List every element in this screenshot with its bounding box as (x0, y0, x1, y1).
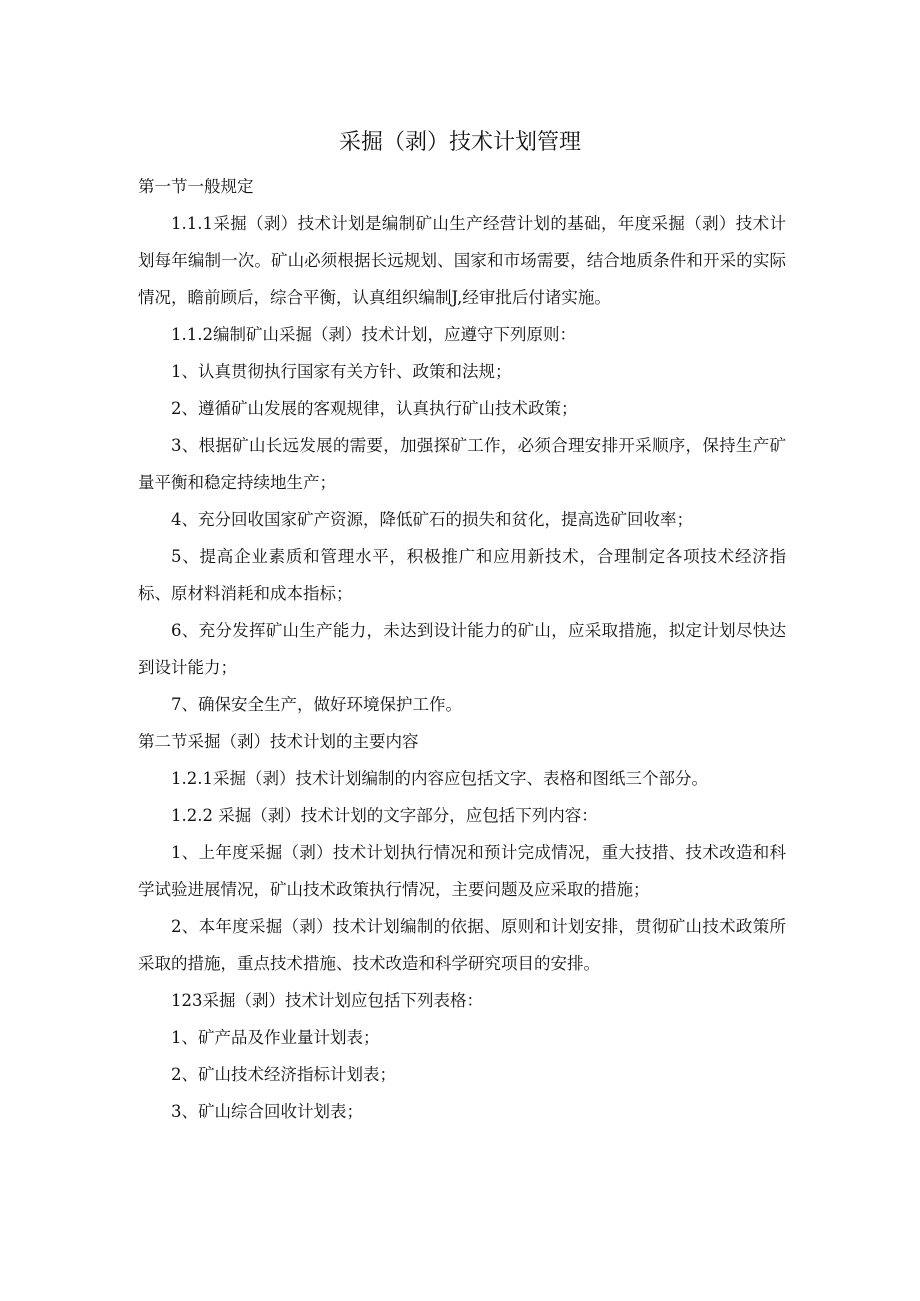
table-item-2: 2、矿山技术经济指标计划表； (171, 1065, 396, 1084)
principle-item-2: 2、遵循矿山发展的客观规律，认真执行矿山技术政策； (171, 399, 578, 418)
principle-item-3: 3、根据矿山长远发展的需要，加强探矿工作，必须合理安排开采顺序，保持生产矿量平衡和稳定持续地生产； (138, 436, 786, 492)
section-heading-1: 第一节一般规定 (138, 177, 254, 196)
content-item-2: 2、本年度采掘（剥）技术计划编制的依据、原则和计划安排，贯彻矿山技术政策所采取的措施，重点技术措施、技术改造和科学研究项目的安排。 (138, 917, 786, 973)
content-item-1: 1、上年度采掘（剥）技术计划执行情况和预计完成情况，重大技措、技术改造和科学试验进展情况，矿山技术政策执行情况，主要问题及应采取的措施； (138, 843, 786, 899)
paragraph-1-1-1: 1.1.1采掘（剥）技术计划是编制矿山生产经营计划的基础，年度采掘（剥）技术计划每年编制一次。矿山必须根据长远规划、国家和市场需要，结合地质条件和开采的实际情况，瞻前顾后，综合平衡，认真组织编制J,经审批后付诸实施。 (138, 214, 786, 307)
principle-item-6: 6、充分发挥矿山生产能力，未达到设计能力的矿山，应采取措施，拟定计划尽快达到设计能力； (138, 621, 786, 677)
paragraph-1-2-1: 1.2.1采掘（剥）技术计划编制的内容应包括文字、表格和图纸三个部分。 (171, 769, 708, 788)
document-body (138, 168, 786, 1130)
table-item-1: 1、矿产品及作业量计划表； (171, 1028, 380, 1047)
principle-item-7: 7、确保安全生产，做好环境保护工作。 (171, 695, 462, 714)
paragraph-1-2-2: 1.2.2 采掘（剥）技术计划的文字部分，应包括下列内容： (171, 806, 598, 825)
table-item-3: 3、矿山综合回收计划表； (171, 1102, 363, 1121)
section-heading-2: 第二节采掘（剥）技术计划的主要内容 (138, 732, 419, 751)
principle-item-5: 5、提高企业素质和管理水平，积极推广和应用新技术，合理制定各项技术经济指标、原材料消耗和成本指标； (138, 547, 786, 603)
principle-item-1: 1、认真贯彻执行国家有关方针、政策和法规； (171, 362, 512, 381)
document-title: 采掘（剥）技术计划管理 (338, 130, 581, 155)
paragraph-1-2-3: 123采掘（剥）技术计划应包括下列表格： (171, 991, 483, 1010)
paragraph-1-1-2: 1.1.2编制矿山采掘（剥）技术计划，应遵守下列原则： (171, 325, 576, 344)
principle-item-4: 4、充分回收国家矿产资源，降低矿石的损失和贫化，提高选矿回收率； (171, 510, 693, 529)
